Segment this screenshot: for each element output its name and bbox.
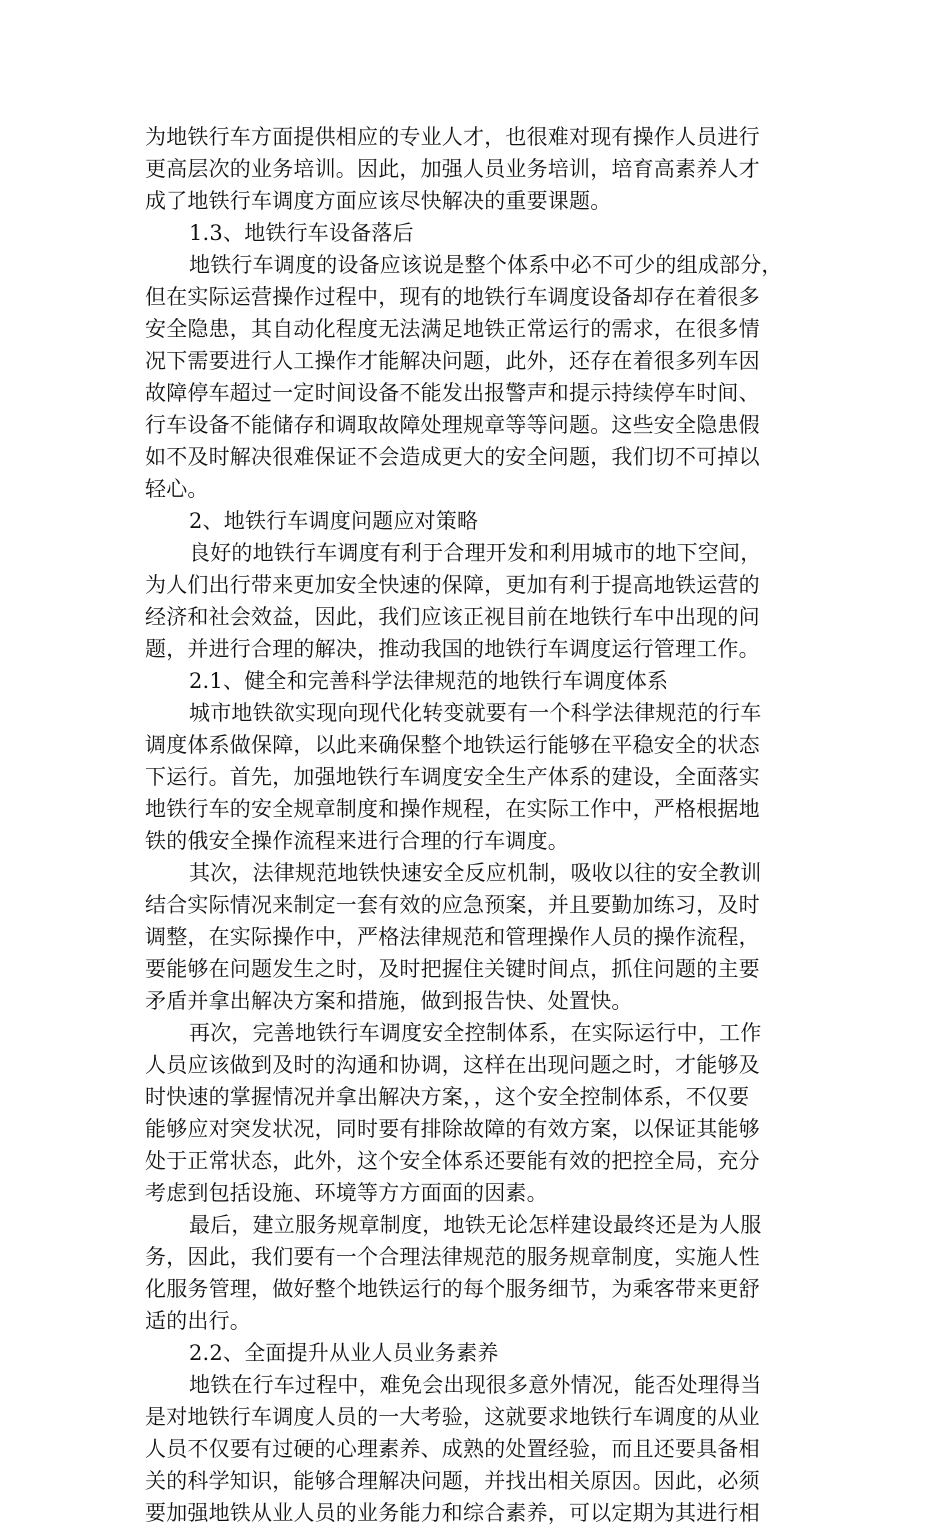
document-body (145, 121, 813, 1529)
text-line: 时快速的掌握情况并拿出解决方案，，这个安全控制体系，不仅要 (145, 1085, 750, 1109)
text-line: 更高层次的业务培训。因此，加强人员业务培训，培育高素养人才 (145, 157, 760, 181)
text-line: 况下需要进行人工操作才能解决问题，此外，还存在着很多列车因 (145, 349, 760, 373)
text-line: 务，因此，我们要有一个合理法律规范的服务规章制度，实施人性 (145, 1245, 760, 1269)
text-line: 最后，建立服务规章制度，地铁无论怎样建设最终还是为人服 (189, 1213, 762, 1237)
text-line: 下运行。首先，加强地铁行车调度安全生产体系的建设，全面落实 (145, 765, 760, 789)
text-line: 化服务管理，做好整个地铁运行的每个服务细节，为乘客带来更舒 (145, 1277, 760, 1301)
text-line: 2.2、全面提升从业人员业务素养 (189, 1341, 499, 1365)
text-line: 其次，法律规范地铁快速安全反应机制，吸收以往的安全教训 (189, 861, 762, 885)
text-line: 要加强地铁从业人员的业务能力和综合素养，可以定期为其进行相 (145, 1501, 760, 1525)
text-line: 地铁行车的安全规章制度和操作规程，在实际工作中，严格根据地 (145, 797, 760, 821)
text-line: 铁的俄安全操作流程来进行合理的行车调度。 (145, 829, 569, 853)
text-line: 为人们出行带来更加安全快速的保障，更加有利于提高地铁运营的 (145, 573, 760, 597)
text-line: 但在实际运营操作过程中，现有的地铁行车调度设备却存在着很多 (145, 285, 760, 309)
text-line: 地铁在行车过程中，难免会出现很多意外情况，能否处理得当 (189, 1373, 762, 1397)
text-line: 2.1、健全和完善科学法律规范的地铁行车调度体系 (189, 669, 669, 693)
text-line: 调度体系做保障，以此来确保整个地铁运行能够在平稳安全的状态 (145, 733, 760, 757)
text-line: 经济和社会效益，因此，我们应该正视目前在地铁行车中出现的问 (145, 605, 760, 629)
text-line: 轻心。 (145, 477, 209, 501)
text-line: 矛盾并拿出解决方案和措施，做到报告快、处置快。 (145, 989, 633, 1013)
text-line: 关的科学知识，能够合理解决问题，并找出相关原因。因此，必须 (145, 1469, 760, 1493)
text-line: 人员应该做到及时的沟通和协调，这样在出现问题之时，才能够及 (145, 1053, 760, 1077)
text-line: 城市地铁欲实现向现代化转变就要有一个科学法律规范的行车 (189, 701, 762, 725)
text-line: 为地铁行车方面提供相应的专业人才，也很难对现有操作人员进行 (145, 125, 760, 149)
text-line: 结合实际情况来制定一套有效的应急预案，并且要勤加练习，及时 (145, 893, 760, 917)
text-line: 故障停车超过一定时间设备不能发出报警声和提示持续停车时间、 (145, 381, 760, 405)
text-line: 地铁行车调度的设备应该说是整个体系中必不可少的组成部分， (189, 253, 783, 277)
text-line: 处于正常状态，此外，这个安全体系还要能有效的把控全局，充分 (145, 1149, 760, 1173)
text-line: 如不及时解决很难保证不会造成更大的安全问题，我们切不可掉以 (145, 445, 760, 469)
text-line: 考虑到包括设施、环境等方方面面的因素。 (145, 1181, 548, 1205)
text-line: 1.3、地铁行车设备落后 (189, 221, 414, 245)
text-line: 要能够在问题发生之时，及时把握住关键时间点，抓住问题的主要 (145, 957, 760, 981)
text-line: 能够应对突发状况，同时要有排除故障的有效方案，以保证其能够 (145, 1117, 760, 1141)
text-line: 成了地铁行车调度方面应该尽快解决的重要课题。 (145, 189, 612, 213)
text-line: 题，并进行合理的解决，推动我国的地铁行车调度运行管理工作。 (145, 637, 760, 661)
text-line: 是对地铁行车调度人员的一大考验，这就要求地铁行车调度的从业 (145, 1405, 760, 1429)
text-line: 适的出行。 (145, 1309, 251, 1333)
text-line: 行车设备不能储存和调取故障处理规章等等问题。这些安全隐患假 (145, 413, 760, 437)
text-line: 2、地铁行车调度问题应对策略 (189, 509, 479, 533)
text-line: 再次，完善地铁行车调度安全控制体系，在实际运行中，工作 (189, 1021, 762, 1045)
text-line: 调整，在实际操作中，严格法律规范和管理操作人员的操作流程， (145, 925, 760, 949)
text-line: 人员不仅要有过硬的心理素养、成熟的处置经验，而且还要具备相 (145, 1437, 760, 1461)
text-line: 良好的地铁行车调度有利于合理开发和利用城市的地下空间， (189, 541, 762, 565)
text-line: 安全隐患，其自动化程度无法满足地铁正常运行的需求，在很多情 (145, 317, 760, 341)
